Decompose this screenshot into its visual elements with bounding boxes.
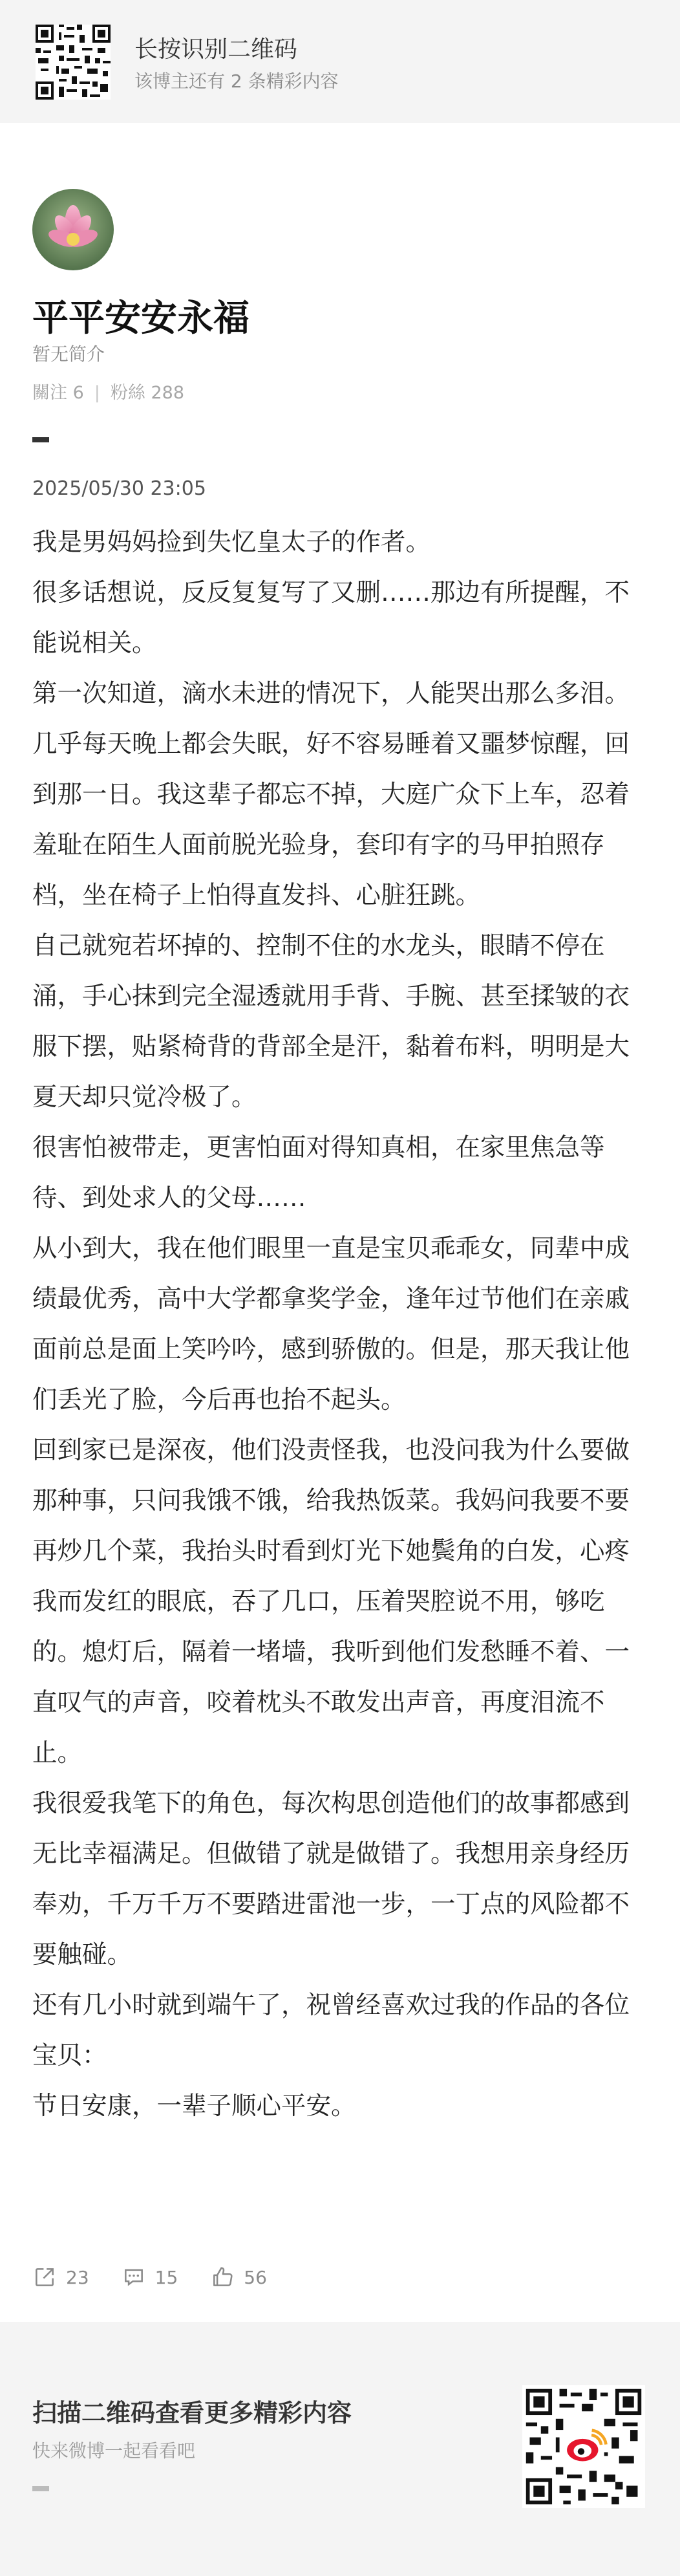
post-content	[32, 517, 648, 2132]
thumbs-up-icon	[210, 2265, 235, 2289]
username[interactable]: 平平安安永福	[32, 298, 250, 340]
post-paragraph: 很多话想说，反反复复写了又删……那边有所提醒，不能说相关。	[32, 578, 630, 658]
footer-qr-section	[0, 2322, 680, 2576]
post-paragraph: 回到家已是深夜，他们没责怪我，也没问我为什么要做那种事，只问我饿不饿，给我热饭菜。我妈问我要不要再炒几个菜，我抬头时看到灯光下她鬓角的白发，心疼我而发红的眼底，吞了几口，压着哭腔说不用，够吃的。熄灯后，隔着一堵墙，我听到他们发愁睡不着、一直叹气的声音，咬着枕头不敢发出声音，再度泪流不止。	[32, 1436, 630, 1768]
banner-subtitle: 该博主还有 2 条精彩内容	[134, 70, 339, 92]
following-label: 關注	[32, 383, 67, 403]
like-count: 56	[244, 2266, 267, 2288]
action-bar	[32, 2261, 299, 2293]
footer-title: 扫描二维码查看更多精彩内容	[32, 2399, 352, 2427]
qr-banner[interactable]	[0, 0, 680, 123]
lotus-avatar-image	[32, 189, 114, 270]
post-paragraph: 我很爱我笔下的角色，每次构思创造他们的故事都感到无比幸福满足。但做错了就是做错了。我想用亲身经历奉劝，千万千万不要踏进雷池一步，一丁点的风险都不要触碰。	[32, 1789, 630, 1969]
qr-code-icon	[36, 25, 111, 100]
profile-stats	[32, 378, 184, 404]
stats-divider: |	[94, 383, 100, 403]
avatar[interactable]	[32, 189, 114, 270]
share-count: 23	[66, 2266, 89, 2288]
like-button[interactable]	[210, 2265, 267, 2289]
weibo-qr-code-icon[interactable]	[522, 2385, 645, 2508]
post-paragraph: 很害怕被带走，更害怕面对得知真相，在家里焦急等待、到处求人的父母……	[32, 1133, 605, 1213]
share-icon	[32, 2265, 57, 2289]
followers-label: 粉絲	[110, 383, 145, 403]
footer-divider	[32, 2486, 49, 2491]
post-paragraph: 节日安康，一辈子顺心平安。	[32, 2092, 356, 2121]
share-button[interactable]	[32, 2265, 89, 2289]
post-paragraph: 从小到大，我在他们眼里一直是宝贝乖乖女，同辈中成绩最优秀，高中大学都拿奖学金，逢年过节他们在亲戚面前总是面上笑吟吟，感到骄傲的。但是，那天我让他们丢光了脸，今后再也抬不起头。	[32, 1234, 630, 1414]
post-paragraph: 我是男妈妈捡到失忆皇太子的作者。	[32, 528, 431, 557]
footer-subtitle: 快来微博一起看看吧	[32, 2440, 196, 2462]
comment-button[interactable]	[122, 2265, 178, 2289]
post-paragraph: 自己就宛若坏掉的、控制不住的水龙头，眼睛不停在涌，手心抹到完全湿透就用手背、手腕、甚至揉皱的衣服下摆，贴紧椅背的背部全是汗，黏着布料，明明是大夏天却只觉冷极了。	[32, 931, 630, 1112]
followers-count[interactable]: 288	[151, 383, 185, 403]
section-divider	[32, 437, 49, 442]
post-paragraph: 还有几小时就到端午了，祝曾经喜欢过我的作品的各位宝贝：	[32, 1991, 630, 2070]
comment-count: 15	[154, 2266, 178, 2288]
bio: 暂无简介	[32, 343, 105, 365]
comment-icon	[122, 2265, 146, 2289]
following-count[interactable]: 6	[72, 383, 84, 403]
banner-title: 长按识别二维码	[134, 36, 298, 63]
post-paragraph: 第一次知道，滴水未进的情况下，人能哭出那么多泪。几乎每天晚上都会失眠，好不容易睡着又噩梦惊醒，回到那一日。我这辈子都忘不掉，大庭广众下上车，忍着羞耻在陌生人面前脱光验身，套印有字的马甲拍照存档，坐在椅子上怕得直发抖、心脏狂跳。	[32, 679, 630, 910]
post-date: 2025/05/30 23:05	[32, 477, 206, 500]
